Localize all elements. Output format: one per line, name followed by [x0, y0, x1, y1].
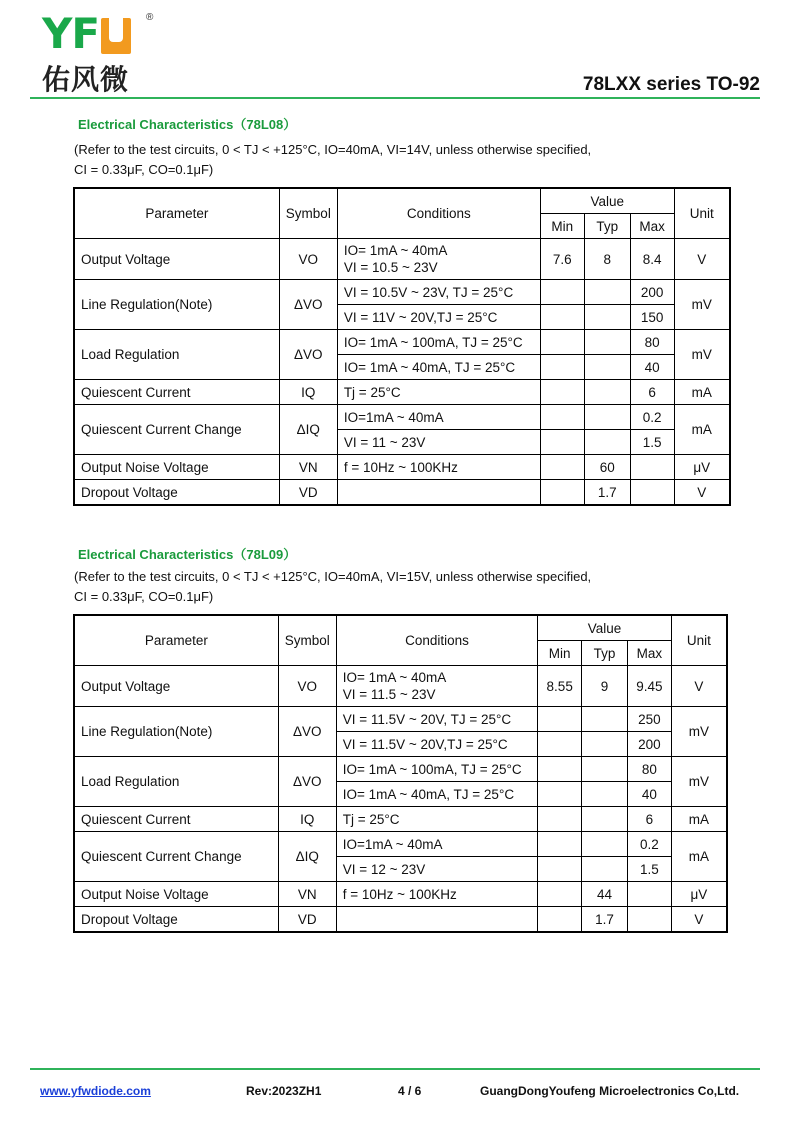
typ-cell: [584, 355, 630, 380]
typ-cell: [582, 707, 628, 732]
header-row: [74, 188, 730, 214]
header-max: Max: [627, 641, 671, 666]
unit-cell: mA: [674, 380, 730, 405]
max-cell: 0.2: [627, 832, 671, 857]
max-cell: 150: [630, 305, 674, 330]
conditions-cell: f = 10Hz ~ 100KHz: [337, 455, 540, 480]
parameter-cell: Output Voltage: [74, 666, 278, 707]
min-cell: [538, 907, 582, 933]
table-row: [74, 832, 727, 857]
condition-line: IO= 1mA ~ 40mA: [343, 243, 448, 258]
table-row: [74, 666, 727, 707]
typ-cell: [584, 330, 630, 355]
typ-cell: 1.7: [584, 480, 630, 506]
conditions-cell: IO=1mA ~ 40mA: [337, 405, 540, 430]
unit-cell: mA: [671, 807, 727, 832]
header-unit: Unit: [671, 615, 727, 666]
max-cell: 9.45: [627, 666, 671, 707]
section-title-78l08: Electrical Characteristics（78L08）: [78, 117, 297, 132]
typ-cell: 44: [582, 882, 628, 907]
min-cell: [538, 757, 582, 782]
max-cell: 40: [630, 355, 674, 380]
typ-cell: [582, 732, 628, 757]
note-line-2: CI = 0.33μF, CO=0.1μF): [74, 589, 214, 604]
document-title: 78LXX series TO-92: [582, 74, 760, 95]
header-parameter: Parameter: [74, 188, 279, 239]
max-cell: 1.5: [630, 430, 674, 455]
min-cell: [540, 330, 584, 355]
unit-cell: mV: [671, 757, 727, 807]
conditions-cell: [337, 239, 540, 280]
min-cell: [540, 405, 584, 430]
conditions-cell: VI = 11.5V ~ 20V,TJ = 25°C: [336, 732, 538, 757]
symbol-cell: IQ: [279, 380, 337, 405]
parameter-cell: Output Voltage: [74, 239, 279, 280]
registered-mark: ®: [146, 12, 154, 23]
conditions-cell: f = 10Hz ~ 100KHz: [336, 882, 538, 907]
section-title-78l09: Electrical Characteristics（78L09）: [78, 547, 297, 562]
unit-cell: mV: [674, 330, 730, 380]
table-row: [74, 707, 727, 732]
header-symbol: Symbol: [279, 188, 337, 239]
conditions-cell: IO= 1mA ~ 40mA, TJ = 25°C: [337, 355, 540, 380]
parameter-cell: Quiescent Current: [74, 380, 279, 405]
logo-w-block: [101, 18, 131, 54]
logo-mark: [42, 9, 131, 58]
symbol-cell: VD: [279, 480, 337, 506]
symbol-cell: VO: [279, 239, 337, 280]
conditions-cell: IO= 1mA ~ 40mA, TJ = 25°C: [336, 782, 538, 807]
header-max: Max: [630, 214, 674, 239]
symbol-cell: ΔIQ: [278, 832, 336, 882]
conditions-cell: [336, 666, 538, 707]
header-parameter: Parameter: [74, 615, 278, 666]
footer-company: GuangDongYoufeng Microelectronics Co,Ltd.: [480, 1084, 740, 1098]
note-line-2: CI = 0.33μF, CO=0.1μF): [74, 162, 214, 177]
max-cell: 1.5: [627, 857, 671, 882]
typ-cell: 8: [584, 239, 630, 280]
unit-cell: mV: [671, 707, 727, 757]
header-symbol: Symbol: [278, 615, 336, 666]
header-typ: Typ: [582, 641, 628, 666]
conditions-cell: VI = 12 ~ 23V: [336, 857, 538, 882]
typ-cell: [584, 380, 630, 405]
min-cell: [538, 857, 582, 882]
conditions-cell: VI = 10.5V ~ 23V, TJ = 25°C: [337, 280, 540, 305]
header-conditions: Conditions: [337, 188, 540, 239]
conditions-cell: IO=1mA ~ 40mA: [336, 832, 538, 857]
conditions-cell: VI = 11V ~ 20V,TJ = 25°C: [337, 305, 540, 330]
unit-cell: mA: [674, 405, 730, 455]
unit-cell: μV: [671, 882, 727, 907]
table-row: [74, 455, 730, 480]
unit-cell: mV: [674, 280, 730, 330]
footer-revision: Rev:2023ZH1: [246, 1084, 322, 1098]
max-cell: 40: [627, 782, 671, 807]
table-row: [74, 757, 727, 782]
logo-letter-f: F: [71, 9, 100, 58]
parameter-cell: Quiescent Current Change: [74, 832, 278, 882]
table-row: [74, 882, 727, 907]
symbol-cell: ΔVO: [278, 707, 336, 757]
symbol-cell: VN: [278, 882, 336, 907]
symbol-cell: VO: [278, 666, 336, 707]
unit-cell: mA: [671, 832, 727, 882]
spec-table-78l08: [73, 187, 731, 506]
typ-cell: [582, 857, 628, 882]
footer-page-number: 4 / 6: [398, 1084, 422, 1098]
conditions-cell: IO= 1mA ~ 100mA, TJ = 25°C: [337, 330, 540, 355]
conditions-cell: VI = 11.5V ~ 20V, TJ = 25°C: [336, 707, 538, 732]
typ-cell: [584, 280, 630, 305]
condition-line: IO= 1mA ~ 40mA: [342, 670, 447, 685]
min-cell: [538, 807, 582, 832]
header-min: Min: [540, 214, 584, 239]
header-rule: [30, 97, 760, 99]
symbol-cell: ΔIQ: [279, 405, 337, 455]
max-cell: 200: [627, 732, 671, 757]
min-cell: [540, 455, 584, 480]
conditions-cell: Tj = 25°C: [337, 380, 540, 405]
min-cell: [538, 832, 582, 857]
parameter-cell: Dropout Voltage: [74, 480, 279, 506]
max-cell: 8.4: [630, 239, 674, 280]
max-cell: [627, 907, 671, 933]
unit-cell: V: [674, 239, 730, 280]
spec-table-78l09: [73, 614, 728, 933]
header-typ: Typ: [584, 214, 630, 239]
footer-website[interactable]: [40, 1084, 151, 1098]
max-cell: 6: [627, 807, 671, 832]
max-cell: 0.2: [630, 405, 674, 430]
website-link[interactable]: www.yfwdiode.com: [40, 1084, 151, 1098]
max-cell: 200: [630, 280, 674, 305]
table-row: [74, 330, 730, 355]
header-value: Value: [540, 188, 674, 214]
typ-cell: [582, 782, 628, 807]
header-conditions: Conditions: [336, 615, 538, 666]
conditions-cell: [336, 907, 538, 933]
table-row: [74, 239, 730, 280]
parameter-cell: Load Regulation: [74, 757, 278, 807]
conditions-cell: [337, 480, 540, 506]
condition-line: VI = 11.5 ~ 23V: [342, 687, 436, 702]
test-conditions-note-78l09: [74, 567, 591, 607]
note-line-1: (Refer to the test circuits, 0 < TJ < +125°C, IO=40mA, VI=14V, unless otherwise specified,: [74, 142, 592, 157]
max-cell: 80: [630, 330, 674, 355]
min-cell: [538, 732, 582, 757]
parameter-cell: Output Noise Voltage: [74, 455, 279, 480]
table-row: [74, 380, 730, 405]
min-cell: [540, 355, 584, 380]
unit-cell: V: [671, 666, 727, 707]
max-cell: [630, 480, 674, 506]
condition-line: VI = 10.5 ~ 23V: [343, 260, 438, 275]
table-row: [74, 907, 727, 933]
min-cell: [538, 882, 582, 907]
conditions-cell: VI = 11 ~ 23V: [337, 430, 540, 455]
table-row: [74, 280, 730, 305]
page-header: [0, 0, 800, 100]
max-cell: 6: [630, 380, 674, 405]
parameter-cell: Load Regulation: [74, 330, 279, 380]
header-value: Value: [538, 615, 672, 641]
min-cell: [540, 430, 584, 455]
header-min: Min: [538, 641, 582, 666]
min-cell: [538, 707, 582, 732]
table-row: [74, 807, 727, 832]
table-row: [74, 480, 730, 506]
min-cell: 7.6: [540, 239, 584, 280]
conditions-cell: Tj = 25°C: [336, 807, 538, 832]
header-row: [74, 615, 727, 641]
footer-rule: [30, 1068, 760, 1070]
typ-cell: 60: [584, 455, 630, 480]
symbol-cell: ΔVO: [279, 330, 337, 380]
min-cell: 8.55: [538, 666, 582, 707]
min-cell: [538, 782, 582, 807]
symbol-cell: IQ: [278, 807, 336, 832]
symbol-cell: VD: [278, 907, 336, 933]
typ-cell: [582, 832, 628, 857]
symbol-cell: ΔVO: [279, 280, 337, 330]
logo-letter-y: Y: [42, 9, 72, 58]
conditions-cell: IO= 1mA ~ 100mA, TJ = 25°C: [336, 757, 538, 782]
max-cell: [627, 882, 671, 907]
min-cell: [540, 380, 584, 405]
typ-cell: [584, 430, 630, 455]
note-line-1: (Refer to the test circuits, 0 < TJ < +125°C, IO=40mA, VI=15V, unless otherwise specified,: [74, 569, 592, 584]
parameter-cell: Line Regulation(Note): [74, 280, 279, 330]
parameter-cell: Output Noise Voltage: [74, 882, 278, 907]
header-unit: Unit: [674, 188, 730, 239]
max-cell: 250: [627, 707, 671, 732]
logo-chinese-name: 佑风微: [42, 63, 130, 96]
table-row: [74, 405, 730, 430]
typ-cell: [582, 757, 628, 782]
min-cell: [540, 480, 584, 506]
parameter-cell: Line Regulation(Note): [74, 707, 278, 757]
max-cell: [630, 455, 674, 480]
unit-cell: V: [674, 480, 730, 506]
company-logo: [42, 9, 154, 98]
typ-cell: [584, 405, 630, 430]
typ-cell: [582, 807, 628, 832]
parameter-cell: Quiescent Current Change: [74, 405, 279, 455]
unit-cell: μV: [674, 455, 730, 480]
typ-cell: 9: [582, 666, 628, 707]
parameter-cell: Quiescent Current: [74, 807, 278, 832]
symbol-cell: VN: [279, 455, 337, 480]
parameter-cell: Dropout Voltage: [74, 907, 278, 933]
unit-cell: V: [671, 907, 727, 933]
typ-cell: [584, 305, 630, 330]
test-conditions-note-78l08: [74, 140, 591, 180]
max-cell: 80: [627, 757, 671, 782]
symbol-cell: ΔVO: [278, 757, 336, 807]
min-cell: [540, 280, 584, 305]
typ-cell: 1.7: [582, 907, 628, 933]
min-cell: [540, 305, 584, 330]
